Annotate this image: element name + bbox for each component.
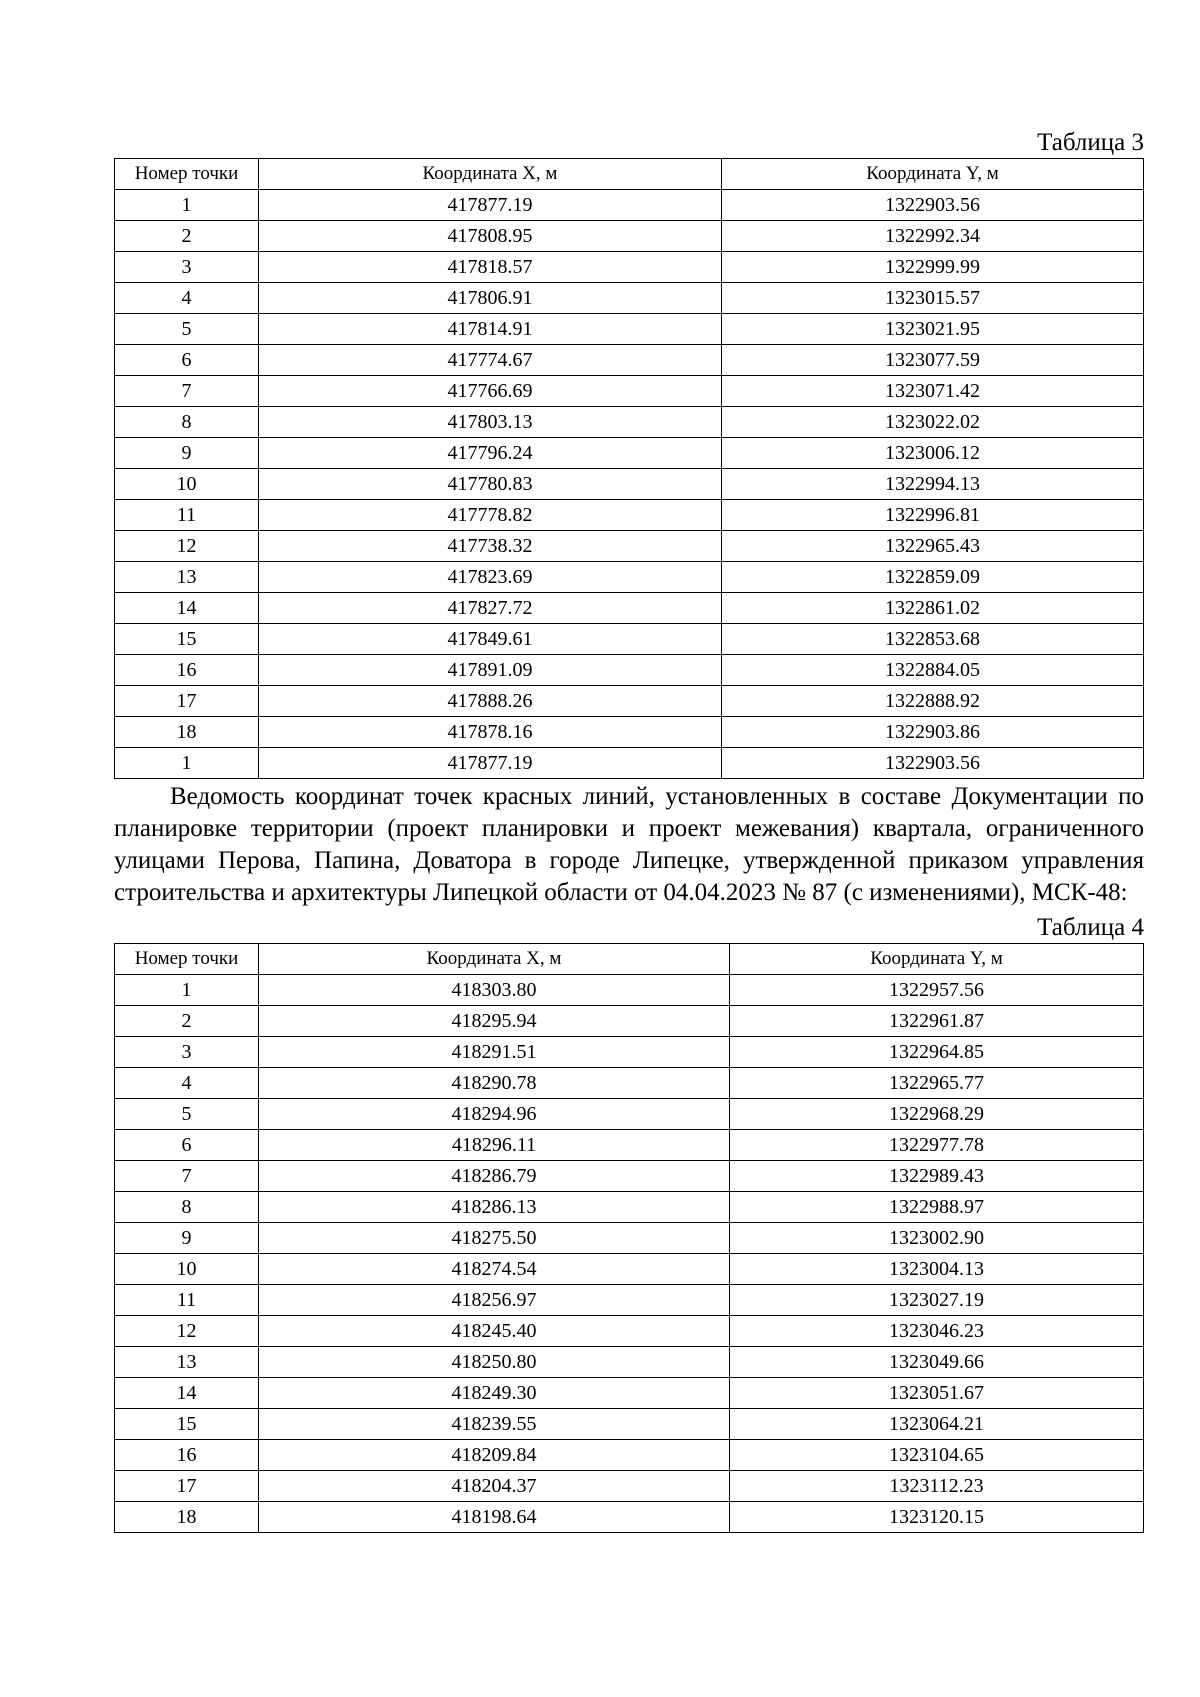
coord-x-cell: 418296.11 <box>259 1130 730 1161</box>
coord-x-cell: 418303.80 <box>259 975 730 1006</box>
coord-x-cell: 417877.19 <box>259 748 722 779</box>
coord-x-cell: 417808.95 <box>259 221 722 252</box>
point-number-cell: 9 <box>115 1223 259 1254</box>
coord-y-cell: 1323077.59 <box>722 345 1144 376</box>
coord-y-cell: 1322961.87 <box>730 1006 1144 1037</box>
coord-x-cell: 417796.24 <box>259 438 722 469</box>
coord-y-cell: 1322992.34 <box>722 221 1144 252</box>
coord-y-cell: 1322888.92 <box>722 686 1144 717</box>
table-row <box>115 1099 1144 1130</box>
coord-x-cell: 418275.50 <box>259 1223 730 1254</box>
point-number-cell: 4 <box>115 283 259 314</box>
table-row <box>115 686 1144 717</box>
point-number-cell: 2 <box>115 221 259 252</box>
point-number-cell: 4 <box>115 1068 259 1099</box>
coord-x-cell: 417803.13 <box>259 407 722 438</box>
table4-header-x: Координата X, м <box>259 944 730 975</box>
coord-x-cell: 417877.19 <box>259 190 722 221</box>
table-row <box>115 593 1144 624</box>
coord-y-cell: 1322903.56 <box>722 748 1144 779</box>
coord-x-cell: 417806.91 <box>259 283 722 314</box>
coord-y-cell: 1322989.43 <box>730 1161 1144 1192</box>
table-row <box>115 1192 1144 1223</box>
table-row <box>115 975 1144 1006</box>
point-number-cell: 13 <box>115 1347 259 1378</box>
coord-x-cell: 417774.67 <box>259 345 722 376</box>
point-number-cell: 12 <box>115 1316 259 1347</box>
table-row <box>115 221 1144 252</box>
point-number-cell: 17 <box>115 686 259 717</box>
table-row <box>115 1285 1144 1316</box>
table3-header-row <box>115 159 1144 190</box>
table-row <box>115 469 1144 500</box>
table-row <box>115 252 1144 283</box>
table-row <box>115 1502 1144 1533</box>
coord-y-cell: 1323027.19 <box>730 1285 1144 1316</box>
coord-x-cell: 418295.94 <box>259 1006 730 1037</box>
coord-y-cell: 1322996.81 <box>722 500 1144 531</box>
point-number-cell: 16 <box>115 1440 259 1471</box>
coord-y-cell: 1322884.05 <box>722 655 1144 686</box>
table-row <box>115 345 1144 376</box>
coord-x-cell: 417849.61 <box>259 624 722 655</box>
table-row <box>115 562 1144 593</box>
coord-x-cell: 418290.78 <box>259 1068 730 1099</box>
coord-x-cell: 418286.79 <box>259 1161 730 1192</box>
point-number-cell: 2 <box>115 1006 259 1037</box>
coord-y-cell: 1323021.95 <box>722 314 1144 345</box>
coord-x-cell: 418204.37 <box>259 1471 730 1502</box>
statement-paragraph: Ведомость координат точек красных линий, установленных в составе Документации по планировке территории (проект планировки и проект межевания) квартала, ограниченного улицами Перова, Папина, Доватора в городе Липецке, утвержденной приказом управления строительства и архитектуры Липецкой области от 04.04.2023 № 87 (с изменениями), МСК-48: <box>114 783 1144 906</box>
point-number-cell: 8 <box>115 1192 259 1223</box>
table-row <box>115 1378 1144 1409</box>
coord-x-cell: 418245.40 <box>259 1316 730 1347</box>
coord-y-cell: 1323112.23 <box>730 1471 1144 1502</box>
point-number-cell: 6 <box>115 1130 259 1161</box>
coord-x-cell: 418274.54 <box>259 1254 730 1285</box>
coord-x-cell: 418209.84 <box>259 1440 730 1471</box>
coord-y-cell: 1322957.56 <box>730 975 1144 1006</box>
table-row <box>115 190 1144 221</box>
point-number-cell: 1 <box>115 975 259 1006</box>
point-number-cell: 10 <box>115 469 259 500</box>
table-row <box>115 283 1144 314</box>
table3 <box>114 158 1144 779</box>
table4 <box>114 943 1144 1533</box>
coord-y-cell: 1322964.85 <box>730 1037 1144 1068</box>
point-number-cell: 14 <box>115 1378 259 1409</box>
coord-x-cell: 417766.69 <box>259 376 722 407</box>
coord-y-cell: 1322965.43 <box>722 531 1144 562</box>
coord-x-cell: 418198.64 <box>259 1502 730 1533</box>
coord-x-cell: 417827.72 <box>259 593 722 624</box>
point-number-cell: 10 <box>115 1254 259 1285</box>
table-row <box>115 748 1144 779</box>
coord-x-cell: 418291.51 <box>259 1037 730 1068</box>
table3-caption: Таблица 3 <box>1037 129 1144 156</box>
point-number-cell: 5 <box>115 314 259 345</box>
table-row <box>115 314 1144 345</box>
table4-header-y: Координата Y, м <box>730 944 1144 975</box>
coord-y-cell: 1323022.02 <box>722 407 1144 438</box>
coord-y-cell: 1323006.12 <box>722 438 1144 469</box>
coord-x-cell: 418250.80 <box>259 1347 730 1378</box>
coord-y-cell: 1323071.42 <box>722 376 1144 407</box>
table4-caption: Таблица 4 <box>1037 914 1144 941</box>
coord-x-cell: 418239.55 <box>259 1409 730 1440</box>
coord-y-cell: 1322977.78 <box>730 1130 1144 1161</box>
table-row <box>115 1006 1144 1037</box>
table-row <box>115 1130 1144 1161</box>
point-number-cell: 12 <box>115 531 259 562</box>
point-number-cell: 3 <box>115 252 259 283</box>
point-number-cell: 15 <box>115 624 259 655</box>
table4-header-point: Номер точки <box>115 944 259 975</box>
point-number-cell: 14 <box>115 593 259 624</box>
coord-x-cell: 418294.96 <box>259 1099 730 1130</box>
coord-x-cell: 418256.97 <box>259 1285 730 1316</box>
point-number-cell: 15 <box>115 1409 259 1440</box>
coord-y-cell: 1323120.15 <box>730 1502 1144 1533</box>
table-row <box>115 1471 1144 1502</box>
table-row <box>115 1409 1144 1440</box>
point-number-cell: 5 <box>115 1099 259 1130</box>
table3-header-x: Координата X, м <box>259 159 722 190</box>
point-number-cell: 18 <box>115 717 259 748</box>
coord-x-cell: 417888.26 <box>259 686 722 717</box>
point-number-cell: 9 <box>115 438 259 469</box>
table-row <box>115 1161 1144 1192</box>
point-number-cell: 11 <box>115 500 259 531</box>
table-row <box>115 717 1144 748</box>
point-number-cell: 7 <box>115 376 259 407</box>
coord-x-cell: 417878.16 <box>259 717 722 748</box>
coord-y-cell: 1323064.21 <box>730 1409 1144 1440</box>
table3-header-y: Координата Y, м <box>722 159 1144 190</box>
point-number-cell: 16 <box>115 655 259 686</box>
coord-y-cell: 1323049.66 <box>730 1347 1144 1378</box>
point-number-cell: 7 <box>115 1161 259 1192</box>
coord-y-cell: 1323002.90 <box>730 1223 1144 1254</box>
coord-x-cell: 417891.09 <box>259 655 722 686</box>
coord-y-cell: 1322853.68 <box>722 624 1144 655</box>
coord-y-cell: 1323046.23 <box>730 1316 1144 1347</box>
coord-y-cell: 1322903.86 <box>722 717 1144 748</box>
point-number-cell: 8 <box>115 407 259 438</box>
table-row <box>115 376 1144 407</box>
table-row <box>115 655 1144 686</box>
point-number-cell: 1 <box>115 748 259 779</box>
coord-y-cell: 1322988.97 <box>730 1192 1144 1223</box>
coord-y-cell: 1323004.13 <box>730 1254 1144 1285</box>
coord-y-cell: 1322968.29 <box>730 1099 1144 1130</box>
coord-x-cell: 418286.13 <box>259 1192 730 1223</box>
coord-y-cell: 1322861.02 <box>722 593 1144 624</box>
coord-x-cell: 417823.69 <box>259 562 722 593</box>
table4-body <box>115 975 1144 1533</box>
coord-x-cell: 417778.82 <box>259 500 722 531</box>
coord-x-cell: 418249.30 <box>259 1378 730 1409</box>
point-number-cell: 18 <box>115 1502 259 1533</box>
table3-body <box>115 190 1144 779</box>
table-row <box>115 1037 1144 1068</box>
table-row <box>115 1316 1144 1347</box>
coord-y-cell: 1323104.65 <box>730 1440 1144 1471</box>
table4-header-row <box>115 944 1144 975</box>
coord-y-cell: 1322999.99 <box>722 252 1144 283</box>
table3-header-point: Номер точки <box>115 159 259 190</box>
coord-y-cell: 1323051.67 <box>730 1378 1144 1409</box>
table-row <box>115 1254 1144 1285</box>
table-row <box>115 438 1144 469</box>
coord-y-cell: 1322859.09 <box>722 562 1144 593</box>
coord-x-cell: 417814.91 <box>259 314 722 345</box>
table-row <box>115 1068 1144 1099</box>
point-number-cell: 17 <box>115 1471 259 1502</box>
coord-x-cell: 417738.32 <box>259 531 722 562</box>
table-row <box>115 1347 1144 1378</box>
table-row <box>115 1440 1144 1471</box>
point-number-cell: 3 <box>115 1037 259 1068</box>
coord-y-cell: 1322994.13 <box>722 469 1144 500</box>
table-row <box>115 500 1144 531</box>
coord-y-cell: 1323015.57 <box>722 283 1144 314</box>
coord-y-cell: 1322965.77 <box>730 1068 1144 1099</box>
table-row <box>115 624 1144 655</box>
table-row <box>115 531 1144 562</box>
coord-y-cell: 1322903.56 <box>722 190 1144 221</box>
point-number-cell: 1 <box>115 190 259 221</box>
point-number-cell: 11 <box>115 1285 259 1316</box>
document-page <box>114 128 1144 1533</box>
table-row <box>115 1223 1144 1254</box>
point-number-cell: 13 <box>115 562 259 593</box>
coord-x-cell: 417780.83 <box>259 469 722 500</box>
table-row <box>115 407 1144 438</box>
point-number-cell: 6 <box>115 345 259 376</box>
coord-x-cell: 417818.57 <box>259 252 722 283</box>
